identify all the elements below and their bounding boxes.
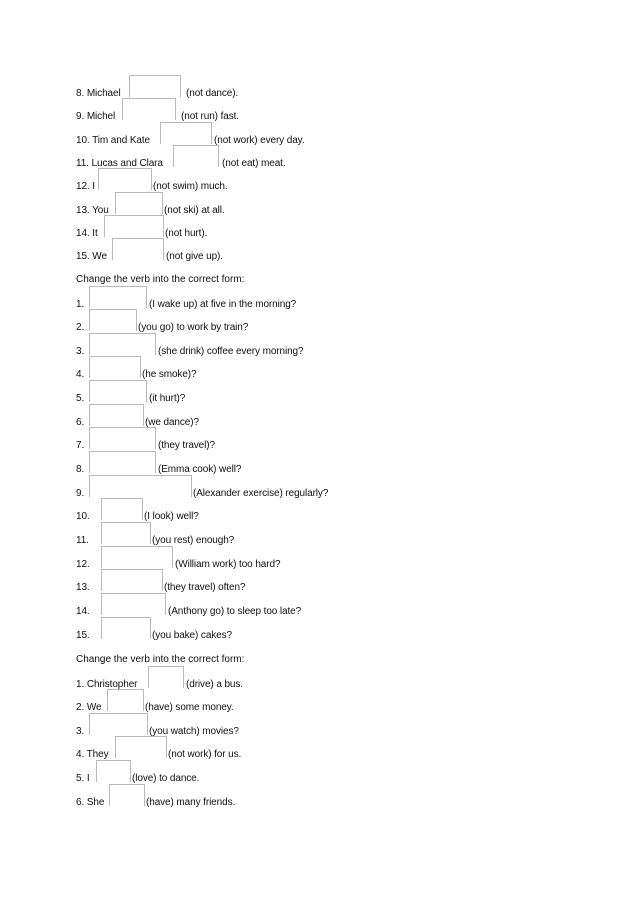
hint-text: (they travel)? [158,440,215,451]
hint-text: (not work) for us. [168,749,242,760]
prompt-text: 12. [76,559,90,570]
hint-text: (not swim) much. [153,181,228,192]
answer-field[interactable] [89,333,156,355]
hint-text: (drive) a bus. [186,679,243,690]
answer-field[interactable] [109,784,145,806]
answer-field[interactable] [101,569,163,591]
prompt-text: 12. I [76,181,95,192]
answer-field[interactable] [148,666,184,688]
hint-text: (she drink) coffee every morning? [158,346,304,357]
hint-text: (William work) too hard? [175,559,281,570]
answer-field[interactable] [89,713,148,735]
hint-text: (he smoke)? [142,369,197,380]
prompt-text: 11. Lucas and Clara [76,158,163,169]
prompt-text: 15. [76,630,90,641]
prompt-text: 1. [76,299,85,310]
answer-field[interactable] [89,475,192,497]
answer-field[interactable] [89,404,144,426]
hint-text: (you go) to work by train? [138,322,249,333]
answer-field[interactable] [89,380,147,402]
prompt-text: 2. [76,322,85,333]
answer-field[interactable] [115,192,163,214]
answer-field[interactable] [122,98,176,120]
answer-field[interactable] [89,427,156,449]
prompt-text: 8. [76,464,85,475]
section-heading: Change the verb into the correct form: [76,274,245,285]
answer-field[interactable] [96,760,131,782]
hint-text: (not dance). [186,88,239,99]
answer-field[interactable] [112,238,164,260]
hint-text: (have) some money. [145,702,234,713]
prompt-text: 3. [76,346,85,357]
hint-text: (Anthony go) to sleep too late? [168,606,302,617]
hint-text: (have) many friends. [146,797,236,808]
prompt-text: 15. We [76,251,107,262]
answer-field[interactable] [89,286,147,308]
prompt-text: 1. Christopher [76,679,138,690]
hint-text: (I look) well? [144,511,199,522]
prompt-text: 14. It [76,228,98,239]
prompt-text: 6. [76,417,85,428]
prompt-text: 5. I [76,773,90,784]
prompt-text: 9. Michel [76,111,116,122]
hint-text: (not hurt). [165,228,208,239]
hint-text: (you bake) cakes? [152,630,233,641]
answer-field[interactable] [104,215,164,237]
section-heading: Change the verb into the correct form: [76,654,245,665]
prompt-text: 10. [76,511,90,522]
hint-text: (not eat) meat. [222,158,286,169]
hint-text: (they travel) often? [164,582,246,593]
prompt-text: 3. [76,726,85,737]
hint-text: (not give up). [166,251,223,262]
answer-field[interactable] [89,451,156,473]
hint-text: (Emma cook) well? [158,464,242,475]
hint-text: (Alexander exercise) regularly? [193,488,329,499]
answer-field[interactable] [89,309,137,331]
prompt-text: 8. Michael [76,88,121,99]
prompt-text: 4. [76,369,85,380]
hint-text: (you watch) movies? [149,726,239,737]
prompt-text: 4. They [76,749,109,760]
hint-text: (love) to dance. [132,773,200,784]
hint-text: (you rest) enough? [152,535,235,546]
prompt-text: 2. We [76,702,102,713]
hint-text: (we dance)? [145,417,199,428]
answer-field[interactable] [173,145,219,167]
prompt-text: 11. [76,535,89,546]
answer-field[interactable] [101,498,143,520]
prompt-text: 13. You [76,205,109,216]
prompt-text: 10. Tim and Kate [76,135,151,146]
answer-field[interactable] [89,356,141,378]
answer-field[interactable] [115,736,167,758]
hint-text: (not work) every day. [214,135,305,146]
prompt-text: 13. [76,582,90,593]
prompt-text: 5. [76,393,85,404]
answer-field[interactable] [101,546,173,568]
hint-text: (not run) fast. [181,111,239,122]
prompt-text: 6. She [76,797,105,808]
answer-field[interactable] [101,522,151,544]
hint-text: (I wake up) at five in the morning? [149,299,297,310]
answer-field[interactable] [101,593,166,615]
answer-field[interactable] [101,617,151,639]
hint-text: (it hurt)? [149,393,186,404]
prompt-text: 14. [76,606,90,617]
hint-text: (not ski) at all. [164,205,225,216]
answer-field[interactable] [107,689,144,711]
prompt-text: 7. [76,440,85,451]
answer-field[interactable] [160,122,212,144]
answer-field[interactable] [98,168,152,190]
prompt-text: 9. [76,488,85,499]
answer-field[interactable] [129,75,181,97]
